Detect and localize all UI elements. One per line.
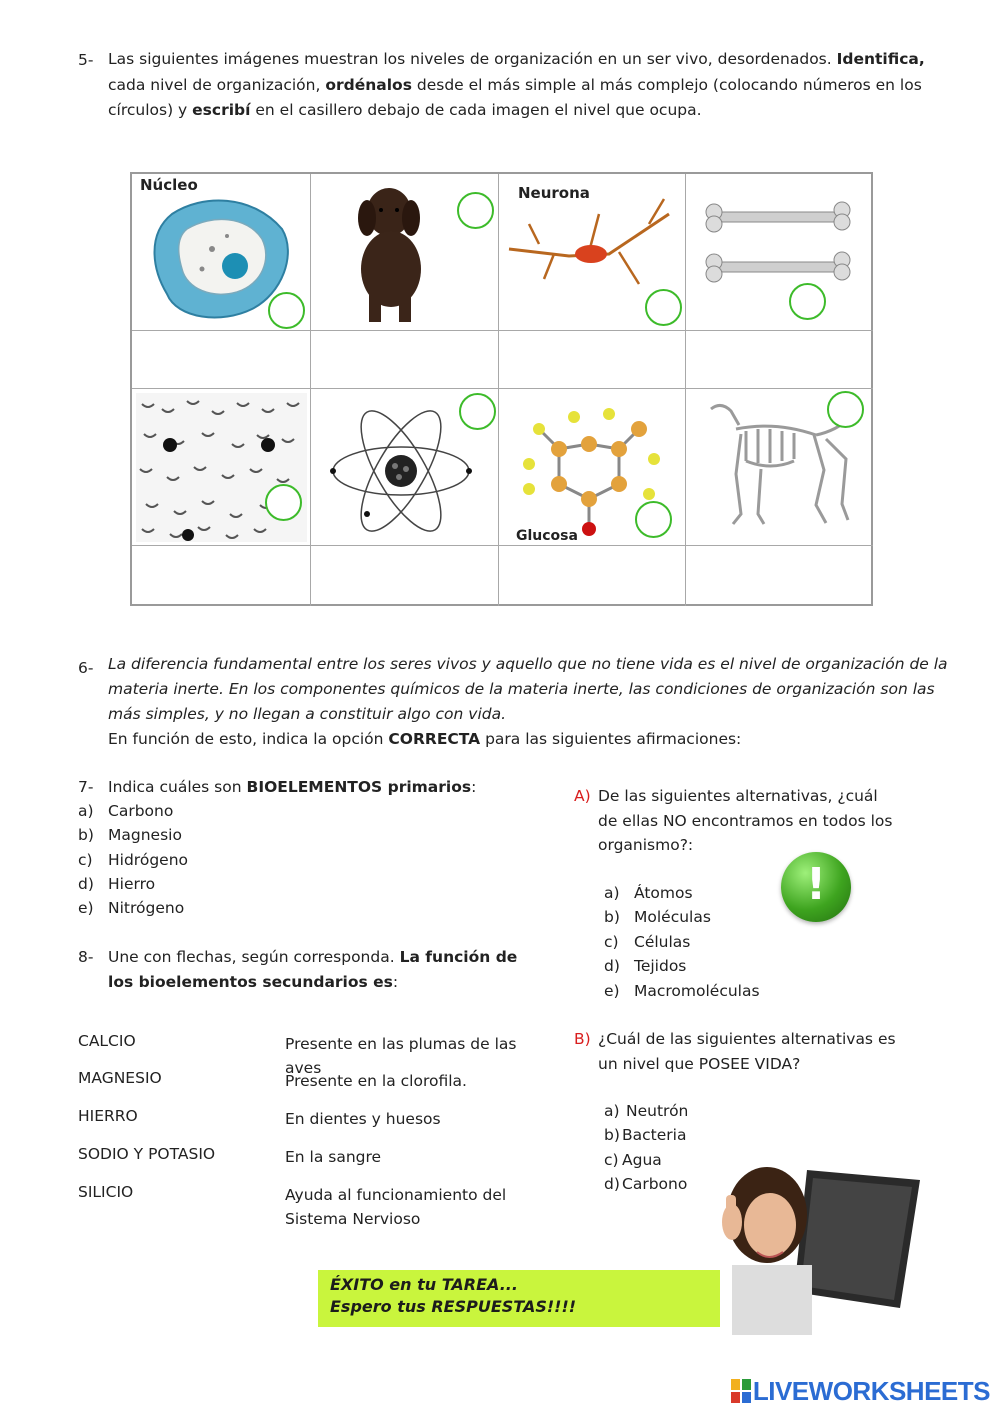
- qA-options: [604, 881, 760, 1003]
- pair-element[interactable]: CALCIO: [78, 1032, 136, 1050]
- cell-image-neuron: [499, 174, 686, 331]
- order-circle-3[interactable]: [645, 289, 682, 326]
- qA-text: De las siguientes alternativas, ¿cuál de ellas NO encontramos en todos los organismo?:: [598, 787, 893, 854]
- q7-option-e[interactable]: e) Nitrógeno: [78, 899, 185, 918]
- cell-image-nucleus: [132, 174, 311, 331]
- q7-block: [78, 775, 548, 920]
- qA-option-d[interactable]: d) Tejidos: [604, 957, 687, 976]
- qA-option-b[interactable]: b) Moléculas: [604, 908, 711, 927]
- pair-function[interactable]: En dientes y huesos: [285, 1110, 441, 1128]
- liveworksheets-logo: LIVEWORKSHEETS: [731, 1376, 990, 1407]
- success-banner: [318, 1270, 720, 1327]
- answer-box-2[interactable]: [311, 331, 499, 389]
- q5-number: 5-: [78, 51, 94, 69]
- answer-box-8[interactable]: [686, 546, 873, 606]
- order-circle-2[interactable]: [457, 192, 494, 229]
- q8-number: 8-: [78, 948, 94, 966]
- answer-box-7[interactable]: [499, 546, 686, 606]
- qB-option-c[interactable]: c) Agua: [604, 1150, 662, 1169]
- qA-option-c[interactable]: c) Células: [604, 932, 691, 951]
- label-neurona: Neurona: [518, 184, 590, 202]
- qB-block: [574, 1027, 924, 1076]
- q7-option-b[interactable]: b) Magnesio: [78, 826, 182, 845]
- q7-option-a[interactable]: a) Carbono: [78, 802, 174, 821]
- answer-box-4[interactable]: [686, 331, 873, 389]
- qB-option-d[interactable]: d) Carbono: [604, 1175, 688, 1194]
- answer-box-3[interactable]: [499, 331, 686, 389]
- bones-illustration: [686, 174, 873, 331]
- order-circle-4[interactable]: [789, 283, 826, 320]
- q8-heading: [78, 945, 548, 994]
- cell-image-skeleton: [686, 389, 873, 546]
- pair-element[interactable]: SILICIO: [78, 1183, 134, 1201]
- qB-option-a[interactable]: a) Neutrón: [604, 1102, 689, 1120]
- qA-letter: A): [574, 787, 591, 805]
- q8-text: Une con flechas, según corresponda. La función de los bioelementos secundarios es:: [108, 948, 518, 991]
- order-circle-1[interactable]: [268, 292, 305, 329]
- q6-number: 6-: [78, 659, 94, 677]
- qB-options: [604, 1099, 688, 1197]
- qB-text: ¿Cuál de las siguientes alternativas es un nivel que POSEE VIDA?: [598, 1030, 896, 1073]
- pair-function[interactable]: Presente en las plumas de las aves: [285, 1035, 517, 1077]
- success-line-2: Espero tus RESPUESTAS!!!!: [330, 1297, 577, 1316]
- answer-box-6[interactable]: [311, 546, 499, 606]
- qA-option-e[interactable]: e) Macromoléculas: [604, 981, 760, 1000]
- order-circle-6[interactable]: [459, 393, 496, 430]
- pair-function[interactable]: Ayuda al funcionamiento del Sistema Nervioso: [285, 1186, 507, 1228]
- pair-element[interactable]: SODIO Y POTASIO: [78, 1145, 216, 1163]
- tissue-illustration: [132, 389, 311, 546]
- label-glucosa: Glucosa: [516, 528, 578, 544]
- q7-option-c[interactable]: c) Hidrógeno: [78, 850, 188, 869]
- q5-instructions: Las siguientes imágenes muestran los niveles de organización en un ser vivo, desordenados. Identifica, cada nivel de organización, ordénalos desde el más simple al más complejo (colocando números en los círculos) y escribí en el casillero debajo de cada imagen el nivel que ocupa.: [108, 50, 925, 119]
- q7-heading: 7- Indica cuáles son BIOELEMENTOS primarios:: [78, 778, 477, 796]
- qA-option-a[interactable]: a) Átomos: [604, 884, 693, 902]
- cell-image-tissue: [132, 389, 311, 546]
- organization-levels-grid: [130, 172, 873, 606]
- pair-function[interactable]: En la sangre: [285, 1148, 382, 1166]
- cell-image-atom: [311, 389, 499, 546]
- qB-option-b[interactable]: b) Bacteria: [604, 1126, 687, 1145]
- q7-option-d[interactable]: d) Hierro: [78, 874, 156, 893]
- pair-function[interactable]: Presente en la clorofila.: [285, 1072, 467, 1090]
- exclamation-icon: [781, 852, 851, 922]
- order-circle-8[interactable]: [827, 391, 864, 428]
- answer-box-5[interactable]: [132, 546, 311, 606]
- answer-box-1[interactable]: [132, 331, 311, 389]
- order-circle-7[interactable]: [635, 501, 672, 538]
- q6-statement: La diferencia fundamental entre los seres vivos y aquello que no tiene vida es el nivel de organización de la materia inerte. En los componentes químicos de la materia inerte, las condiciones de organización son las más simples, y no llegan a constituir algo con vida.: [108, 655, 948, 723]
- woman-laptop-illustration: [712, 1160, 932, 1335]
- cell-image-glucose: [499, 389, 686, 546]
- qB-letter: B): [574, 1030, 591, 1048]
- success-line-1: ÉXITO en tu TAREA...: [330, 1275, 518, 1294]
- pair-element[interactable]: HIERRO: [78, 1107, 138, 1125]
- cell-image-dog: [311, 174, 499, 331]
- qA-block: [574, 784, 924, 858]
- liveworksheets-badge-icon: [731, 1379, 751, 1403]
- exclamation-mark: !: [805, 859, 827, 910]
- order-circle-5[interactable]: [265, 484, 302, 521]
- pair-element[interactable]: MAGNESIO: [78, 1069, 162, 1087]
- q6-instruction: En función de esto, indica la opción CORRECTA para las siguientes afirmaciones:: [108, 730, 742, 748]
- cell-image-bones: [686, 174, 873, 331]
- label-nucleo: Núcleo: [140, 176, 198, 194]
